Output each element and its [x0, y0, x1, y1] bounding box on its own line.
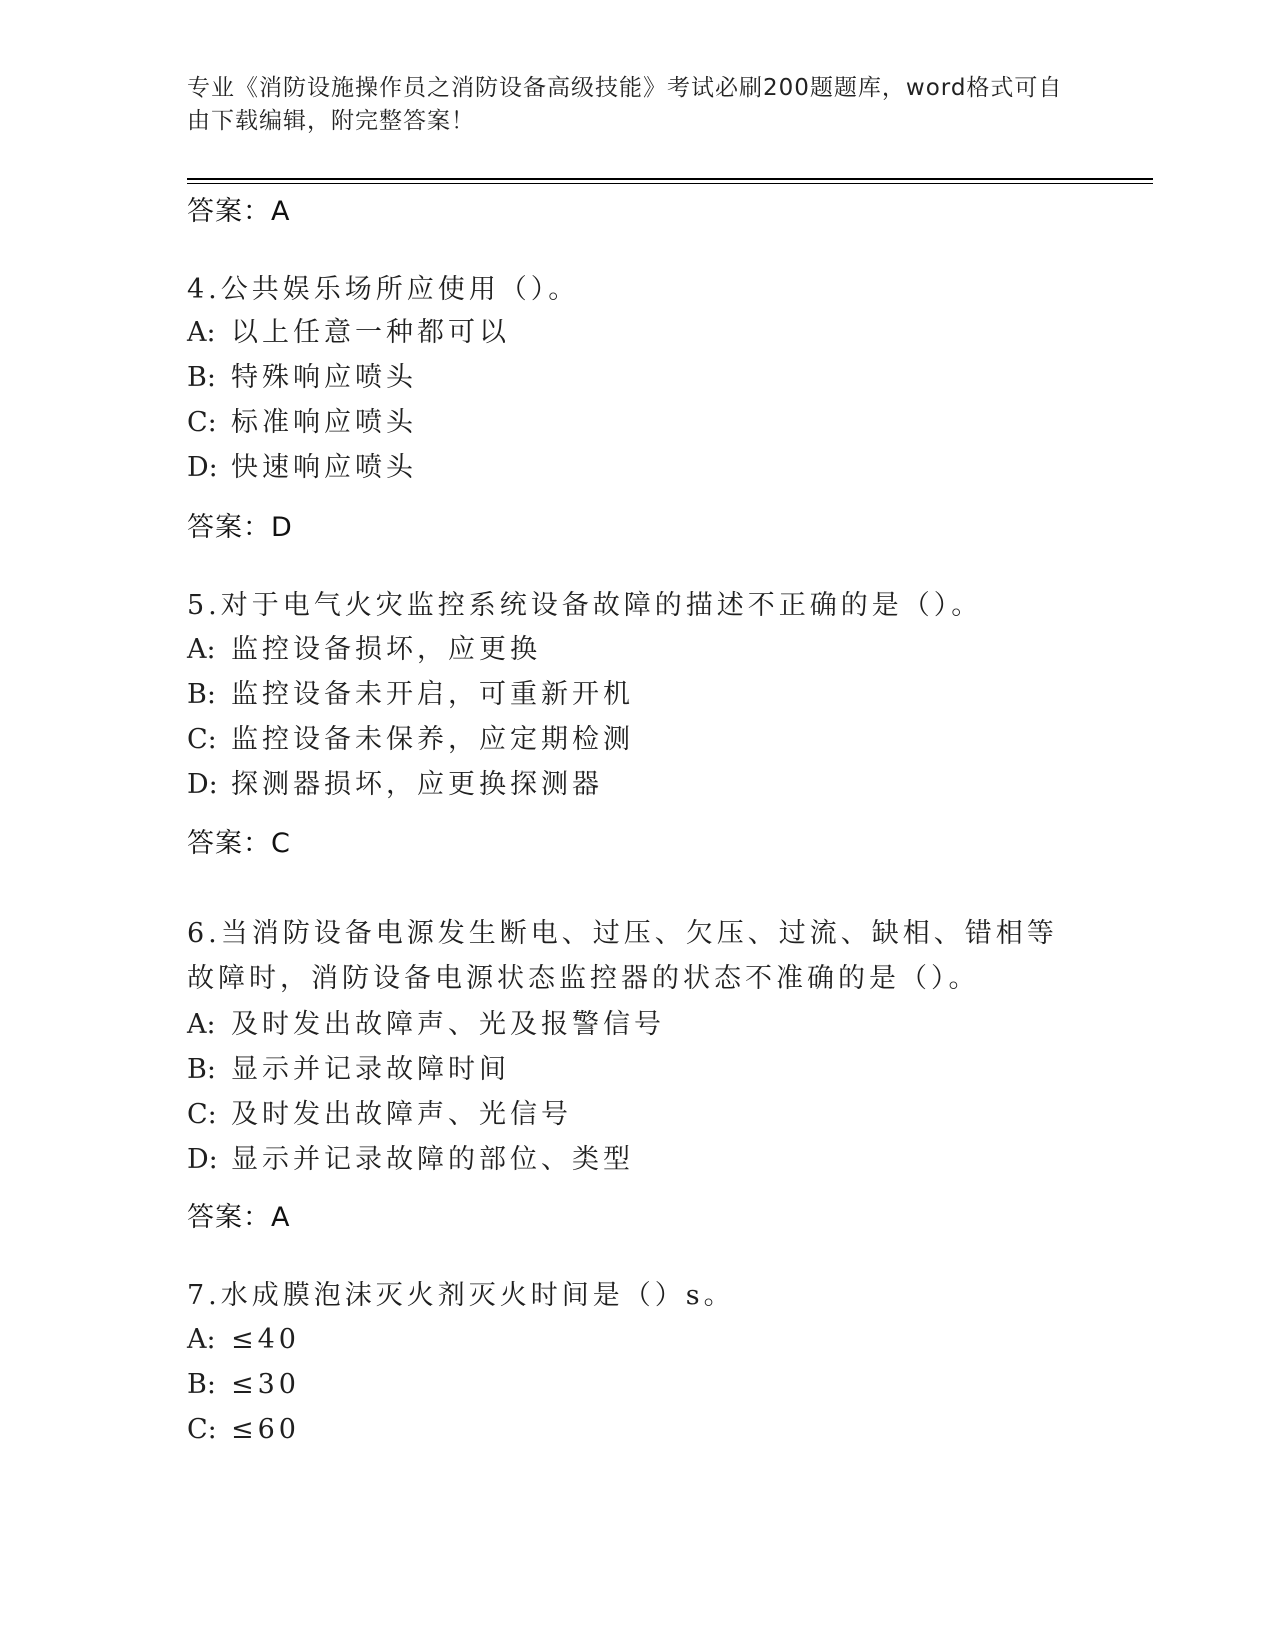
option-text: 及时发出故障声、光信号 [231, 1099, 572, 1130]
option-text: 探测器损坏，应更换探测器 [231, 769, 603, 800]
answer-prev-question: 答案：A [187, 196, 291, 227]
option-letter: D: [187, 1144, 218, 1175]
option-letter: A: [187, 317, 216, 348]
option-text: 特殊响应喷头 [231, 362, 417, 393]
option-letter: C: [187, 1099, 217, 1130]
header-rule-thin [187, 183, 1153, 184]
option-letter: C: [187, 407, 217, 438]
option-letter: A: [187, 1324, 216, 1355]
question-5-option-c [187, 722, 634, 758]
option-letter: B: [187, 679, 216, 710]
question-7-text: 7.水成膜泡沫灭火剂灭火时间是（）s。 [187, 1280, 735, 1311]
question-5-text: 5.对于电气火灾监控系统设备故障的描述不正确的是（）。 [187, 590, 983, 621]
question-6-answer: 答案：A [187, 1202, 291, 1233]
question-4-option-d [187, 450, 417, 486]
question-5-option-d [187, 767, 603, 803]
question-6-option-c [187, 1097, 572, 1133]
question-4-text: 4.公共娱乐场所应使用（）。 [187, 274, 580, 305]
option-text: 快速响应喷头 [231, 452, 417, 483]
question-6-option-b [187, 1052, 510, 1088]
question-4-option-a [187, 315, 510, 351]
option-letter: D: [187, 769, 218, 800]
option-letter: A: [187, 634, 216, 665]
option-letter: B: [187, 1054, 216, 1085]
question-7-option-c [187, 1412, 300, 1448]
header-rule-thick [187, 178, 1153, 180]
option-text: 及时发出故障声、光及报警信号 [231, 1009, 665, 1040]
option-text: 监控设备未开启，可重新开机 [231, 679, 634, 710]
question-4-option-c [187, 405, 417, 441]
option-text: 标准响应喷头 [231, 407, 417, 438]
option-text: 以上任意一种都可以 [231, 317, 510, 348]
option-text: ≤60 [231, 1414, 300, 1445]
option-letter: C: [187, 1414, 217, 1445]
question-4-option-b [187, 360, 417, 396]
option-text: 监控设备损坏，应更换 [231, 634, 541, 665]
option-text: ≤40 [231, 1324, 300, 1355]
question-7-option-a [187, 1322, 300, 1358]
question-5-answer: 答案：C [187, 828, 291, 859]
option-letter: A: [187, 1009, 216, 1040]
option-letter: B: [187, 362, 216, 393]
option-letter: C: [187, 724, 217, 755]
question-4-answer: 答案：D [187, 512, 293, 543]
question-6-text: 6.当消防设备电源发生断电、过压、欠压、过流、缺相、错相等故障时，消防设备电源状态监控器的状态不准确的是（）。 [187, 918, 1058, 994]
option-text: 监控设备未保养，应定期检测 [231, 724, 634, 755]
question-7-option-b [187, 1367, 300, 1403]
option-letter: B: [187, 1369, 216, 1400]
option-text: ≤30 [231, 1369, 300, 1400]
option-letter: D: [187, 452, 218, 483]
question-5-option-b [187, 677, 634, 713]
question-5-option-a [187, 632, 541, 668]
document-header: 专业《消防设施操作员之消防设备高级技能》考试必刷200题题库，word格式可自由下载编辑，附完整答案！ [187, 75, 1063, 134]
question-6-option-a [187, 1007, 665, 1043]
question-6-option-d [187, 1142, 634, 1178]
option-text: 显示并记录故障的部位、类型 [231, 1144, 634, 1175]
option-text: 显示并记录故障时间 [231, 1054, 510, 1085]
